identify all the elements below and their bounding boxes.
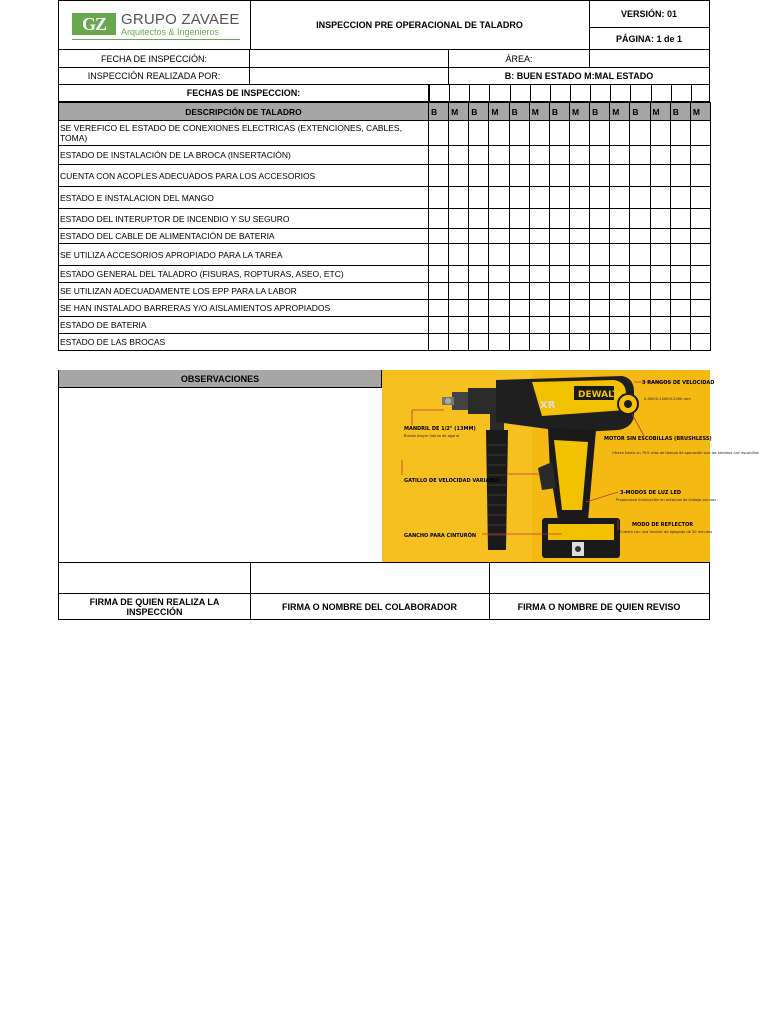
check-malo-cell[interactable] bbox=[650, 300, 670, 317]
check-bueno-cell[interactable] bbox=[549, 283, 569, 300]
signature-block bbox=[58, 562, 710, 620]
row-description: ESTADO DE BATERIA bbox=[59, 317, 429, 334]
check-bueno-cell[interactable] bbox=[590, 300, 610, 317]
description-header: DESCRIPCIÓN DE TALADRO bbox=[59, 103, 429, 121]
callout-motor-desc: Ofrece hasta un 75% más de tiempo de operación que los taladros con escobillas bbox=[612, 451, 759, 455]
row-description: CUENTA CON ACOPLES ADECUADOS PARA LOS ACCESORIOS bbox=[59, 165, 429, 187]
check-malo-cell[interactable] bbox=[489, 229, 509, 244]
signature-reviewer bbox=[489, 563, 709, 619]
date-column-cell[interactable] bbox=[651, 85, 671, 101]
check-malo-cell[interactable] bbox=[569, 300, 589, 317]
table-row bbox=[59, 165, 711, 187]
check-malo-cell[interactable] bbox=[529, 317, 549, 334]
date-column-cell[interactable] bbox=[489, 85, 509, 101]
table-row bbox=[59, 187, 711, 209]
version-label: VERSIÓN: 01 bbox=[589, 1, 709, 28]
check-malo-cell[interactable] bbox=[569, 266, 589, 283]
check-malo-cell[interactable] bbox=[650, 244, 670, 266]
check-bueno-cell[interactable] bbox=[469, 209, 489, 229]
table-row bbox=[59, 244, 711, 266]
check-bueno-cell[interactable] bbox=[469, 187, 489, 209]
table-row bbox=[59, 300, 711, 317]
logo-mark: GZ bbox=[72, 13, 116, 35]
row-description: ESTADO DEL CABLE DE ALIMENTACIÓN DE BATERIA bbox=[59, 229, 429, 244]
check-malo-cell[interactable] bbox=[610, 334, 630, 351]
check-malo-cell[interactable] bbox=[569, 146, 589, 165]
page-label: PÁGINA: 1 de 1 bbox=[615, 33, 682, 44]
callout-mandril-desc: Brinda mayor fuerza de agarre bbox=[404, 434, 460, 438]
check-malo-cell[interactable] bbox=[610, 300, 630, 317]
date-column-cell[interactable] bbox=[429, 85, 449, 101]
check-malo-cell[interactable] bbox=[690, 244, 710, 266]
check-malo-cell[interactable] bbox=[529, 121, 549, 146]
signature-performer-label: FIRMA DE QUIEN REALIZA LA INSPECCIÓN bbox=[89, 596, 220, 617]
check-bueno-cell[interactable] bbox=[549, 121, 569, 146]
check-bueno-cell[interactable] bbox=[469, 317, 489, 334]
check-malo-cell[interactable] bbox=[529, 334, 549, 351]
check-malo-cell[interactable] bbox=[489, 300, 509, 317]
check-bueno-cell[interactable] bbox=[630, 121, 650, 146]
check-malo-cell[interactable] bbox=[690, 317, 710, 334]
signature-reviewer-label: FIRMA O NOMBRE DE QUIEN REVISO bbox=[517, 601, 681, 612]
check-malo-cell[interactable] bbox=[650, 121, 670, 146]
check-malo-cell[interactable] bbox=[650, 317, 670, 334]
check-malo-cell[interactable] bbox=[650, 187, 670, 209]
drill-graphic bbox=[382, 370, 759, 562]
date-column-cell[interactable] bbox=[449, 85, 469, 101]
company-logo bbox=[59, 1, 251, 49]
signature-collaborator bbox=[250, 563, 490, 619]
check-malo-cell[interactable] bbox=[529, 187, 549, 209]
check-bueno-cell[interactable] bbox=[590, 244, 610, 266]
check-bueno-cell[interactable] bbox=[549, 266, 569, 283]
check-malo-cell[interactable] bbox=[650, 209, 670, 229]
col-header-bueno: B bbox=[630, 103, 650, 121]
check-bueno-cell[interactable] bbox=[429, 187, 449, 209]
check-malo-cell[interactable] bbox=[690, 283, 710, 300]
check-malo-cell[interactable] bbox=[610, 209, 630, 229]
check-malo-cell[interactable] bbox=[569, 121, 589, 146]
check-bueno-cell[interactable] bbox=[630, 266, 650, 283]
col-header-malo: M bbox=[610, 103, 630, 121]
check-malo-cell[interactable] bbox=[449, 300, 469, 317]
check-bueno-cell[interactable] bbox=[670, 229, 690, 244]
check-malo-cell[interactable] bbox=[690, 300, 710, 317]
inspector-label: INSPECCIÓN REALIZADA POR: bbox=[59, 68, 250, 84]
check-malo-cell[interactable] bbox=[489, 244, 509, 266]
check-bueno-cell[interactable] bbox=[429, 283, 449, 300]
check-malo-cell[interactable] bbox=[690, 229, 710, 244]
table-row bbox=[59, 317, 711, 334]
check-malo-cell[interactable] bbox=[610, 317, 630, 334]
check-bueno-cell[interactable] bbox=[590, 283, 610, 300]
inspector-row bbox=[58, 68, 710, 85]
table-row bbox=[59, 334, 711, 351]
check-malo-cell[interactable] bbox=[690, 165, 710, 187]
check-bueno-cell[interactable] bbox=[590, 187, 610, 209]
check-malo-cell[interactable] bbox=[690, 266, 710, 283]
battery bbox=[542, 518, 620, 558]
check-bueno-cell[interactable] bbox=[469, 300, 489, 317]
row-description: SE UTILIZA ACCESORIOS APROPIADO PARA LA TAREA bbox=[59, 244, 429, 266]
check-bueno-cell[interactable] bbox=[509, 300, 529, 317]
check-malo-cell[interactable] bbox=[610, 244, 630, 266]
check-bueno-cell[interactable] bbox=[429, 229, 449, 244]
callout-mandril: MANDRIL DE 1/2" (13MM) bbox=[404, 426, 476, 432]
row-description: ESTADO DEL INTERUPTOR DE INCENDIO Y SU SEGURO bbox=[59, 209, 429, 229]
check-bueno-cell[interactable] bbox=[549, 229, 569, 244]
check-bueno-cell[interactable] bbox=[429, 317, 449, 334]
col-header-bueno: B bbox=[590, 103, 610, 121]
check-bueno-cell[interactable] bbox=[630, 334, 650, 351]
check-malo-cell[interactable] bbox=[489, 209, 509, 229]
check-malo-cell[interactable] bbox=[449, 209, 469, 229]
check-malo-cell[interactable] bbox=[529, 165, 549, 187]
callout-reflector-desc: Cuenta con una función de apagado de 20 minutos bbox=[620, 530, 713, 534]
check-malo-cell[interactable] bbox=[610, 121, 630, 146]
check-malo-cell[interactable] bbox=[529, 266, 549, 283]
check-bueno-cell[interactable] bbox=[549, 209, 569, 229]
check-bueno-cell[interactable] bbox=[630, 283, 650, 300]
check-malo-cell[interactable] bbox=[610, 146, 630, 165]
check-bueno-cell[interactable] bbox=[469, 283, 489, 300]
check-bueno-cell[interactable] bbox=[590, 317, 610, 334]
form-header bbox=[58, 0, 710, 50]
date-area-row bbox=[58, 50, 710, 68]
check-bueno-cell[interactable] bbox=[630, 317, 650, 334]
date-column-cell[interactable] bbox=[510, 85, 530, 101]
check-bueno-cell[interactable] bbox=[429, 121, 449, 146]
check-malo-cell[interactable] bbox=[569, 334, 589, 351]
table-row bbox=[59, 283, 711, 300]
check-bueno-cell[interactable] bbox=[509, 283, 529, 300]
check-malo-cell[interactable] bbox=[449, 229, 469, 244]
check-malo-cell[interactable] bbox=[569, 244, 589, 266]
check-bueno-cell[interactable] bbox=[429, 146, 449, 165]
row-description: ESTADO DE INSTALACIÓN DE LA BROCA (INSERTACIÓN) bbox=[59, 146, 429, 165]
date-column-cell[interactable] bbox=[610, 85, 630, 101]
check-malo-cell[interactable] bbox=[650, 165, 670, 187]
checklist-table bbox=[58, 102, 711, 351]
col-header-malo: M bbox=[449, 103, 469, 121]
check-malo-cell[interactable] bbox=[650, 229, 670, 244]
callout-gatillo: GATILLO DE VELOCIDAD VARIABLE bbox=[404, 478, 500, 484]
date-column-cell[interactable] bbox=[530, 85, 550, 101]
check-malo-cell[interactable] bbox=[690, 334, 710, 351]
row-description: ESTADO E INSTALACION DEL MANGO bbox=[59, 187, 429, 209]
callout-led: 3-MODOS DE LUZ LED bbox=[620, 490, 682, 496]
check-malo-cell[interactable] bbox=[610, 266, 630, 283]
dates-label: FECHAS DE INSPECCION: bbox=[59, 85, 429, 101]
date-column-cell[interactable] bbox=[570, 85, 590, 101]
check-bueno-cell[interactable] bbox=[429, 209, 449, 229]
check-malo-cell[interactable] bbox=[569, 187, 589, 209]
check-malo-cell[interactable] bbox=[569, 229, 589, 244]
callout-motor: MOTOR SIN ESCOBILLAS (BRUSHLESS) bbox=[604, 436, 712, 442]
row-description: SE HAN INSTALADO BARRERAS Y/O AISLAMIENTOS APROPIADOS bbox=[59, 300, 429, 317]
signature-reviewer-field[interactable] bbox=[489, 563, 709, 594]
check-malo-cell[interactable] bbox=[529, 209, 549, 229]
brand-label: DEWALT bbox=[578, 390, 619, 400]
check-bueno-cell[interactable] bbox=[429, 244, 449, 266]
check-malo-cell[interactable] bbox=[449, 317, 469, 334]
date-field[interactable] bbox=[250, 50, 449, 67]
col-header-bueno: B bbox=[670, 103, 690, 121]
col-header-bueno: B bbox=[429, 103, 449, 121]
check-bueno-cell[interactable] bbox=[509, 121, 529, 146]
col-header-malo: M bbox=[529, 103, 549, 121]
check-malo-cell[interactable] bbox=[489, 334, 509, 351]
check-malo-cell[interactable] bbox=[449, 146, 469, 165]
check-bueno-cell[interactable] bbox=[630, 300, 650, 317]
row-description: ESTADO GENERAL DEL TALADRO (FISURAS, ROPTURAS, ASEO, ETC) bbox=[59, 266, 429, 283]
check-bueno-cell[interactable] bbox=[469, 165, 489, 187]
callout-reflector: MODO DE REFLECTOR bbox=[632, 522, 694, 528]
check-malo-cell[interactable] bbox=[449, 187, 469, 209]
check-bueno-cell[interactable] bbox=[469, 266, 489, 283]
check-bueno-cell[interactable] bbox=[509, 266, 529, 283]
check-bueno-cell[interactable] bbox=[549, 146, 569, 165]
check-bueno-cell[interactable] bbox=[509, 229, 529, 244]
check-bueno-cell[interactable] bbox=[630, 209, 650, 229]
check-malo-cell[interactable] bbox=[569, 209, 589, 229]
check-malo-cell[interactable] bbox=[690, 187, 710, 209]
observations-field[interactable] bbox=[58, 388, 382, 562]
check-malo-cell[interactable] bbox=[449, 283, 469, 300]
check-bueno-cell[interactable] bbox=[549, 300, 569, 317]
check-malo-cell[interactable] bbox=[569, 283, 589, 300]
col-header-malo: M bbox=[489, 103, 509, 121]
row-description: SE VEREFICO EL ESTADO DE CONEXIONES ELECTRICAS (EXTENCIONES, CABLES, TOMA) bbox=[59, 121, 429, 146]
check-bueno-cell[interactable] bbox=[469, 146, 489, 165]
col-header-bueno: B bbox=[509, 103, 529, 121]
check-bueno-cell[interactable] bbox=[590, 209, 610, 229]
check-malo-cell[interactable] bbox=[610, 165, 630, 187]
check-malo-cell[interactable] bbox=[529, 146, 549, 165]
check-bueno-cell[interactable] bbox=[670, 244, 690, 266]
model-label: XR bbox=[540, 400, 556, 411]
check-malo-cell[interactable] bbox=[529, 300, 549, 317]
check-bueno-cell[interactable] bbox=[509, 244, 529, 266]
check-malo-cell[interactable] bbox=[489, 266, 509, 283]
logo-underline bbox=[72, 39, 240, 40]
check-bueno-cell[interactable] bbox=[670, 334, 690, 351]
table-row bbox=[59, 209, 711, 229]
check-bueno-cell[interactable] bbox=[509, 165, 529, 187]
check-bueno-cell[interactable] bbox=[429, 165, 449, 187]
check-bueno-cell[interactable] bbox=[469, 121, 489, 146]
check-malo-cell[interactable] bbox=[529, 283, 549, 300]
check-bueno-cell[interactable] bbox=[549, 187, 569, 209]
check-bueno-cell[interactable] bbox=[549, 165, 569, 187]
check-bueno-cell[interactable] bbox=[590, 121, 610, 146]
check-bueno-cell[interactable] bbox=[630, 244, 650, 266]
check-bueno-cell[interactable] bbox=[429, 300, 449, 317]
signature-collaborator-field[interactable] bbox=[250, 563, 489, 594]
check-malo-cell[interactable] bbox=[449, 266, 469, 283]
callout-rangos: 3 RANGOS DE VELOCIDAD bbox=[642, 380, 715, 386]
check-bueno-cell[interactable] bbox=[509, 317, 529, 334]
check-bueno-cell[interactable] bbox=[469, 244, 489, 266]
check-bueno-cell[interactable] bbox=[670, 283, 690, 300]
row-description: SE UTILIZAN ADECUADAMENTE LOS EPP PARA LA LABOR bbox=[59, 283, 429, 300]
check-malo-cell[interactable] bbox=[489, 146, 509, 165]
checklist-header-row bbox=[59, 103, 711, 121]
check-bueno-cell[interactable] bbox=[469, 229, 489, 244]
check-malo-cell[interactable] bbox=[489, 317, 509, 334]
check-malo-cell[interactable] bbox=[690, 209, 710, 229]
check-bueno-cell[interactable] bbox=[670, 165, 690, 187]
signature-performer bbox=[59, 563, 251, 619]
signature-collaborator-label: FIRMA O NOMBRE DEL COLABORADOR bbox=[282, 601, 457, 612]
check-malo-cell[interactable] bbox=[449, 244, 469, 266]
row-description: ESTADO DE LAS BROCAS bbox=[59, 334, 429, 351]
check-malo-cell[interactable] bbox=[690, 146, 710, 165]
check-bueno-cell[interactable] bbox=[590, 165, 610, 187]
check-bueno-cell[interactable] bbox=[670, 300, 690, 317]
observations-header: OBSERVACIONES bbox=[58, 370, 382, 388]
dates-row bbox=[58, 85, 710, 102]
date-column-cell[interactable] bbox=[691, 85, 711, 101]
check-bueno-cell[interactable] bbox=[630, 165, 650, 187]
check-malo-cell[interactable] bbox=[449, 334, 469, 351]
check-bueno-cell[interactable] bbox=[670, 121, 690, 146]
check-malo-cell[interactable] bbox=[650, 266, 670, 283]
check-bueno-cell[interactable] bbox=[630, 229, 650, 244]
check-malo-cell[interactable] bbox=[569, 317, 589, 334]
check-bueno-cell[interactable] bbox=[509, 334, 529, 351]
check-bueno-cell[interactable] bbox=[590, 334, 610, 351]
date-column-cell[interactable] bbox=[469, 85, 489, 101]
check-malo-cell[interactable] bbox=[610, 229, 630, 244]
callout-gancho: GANCHO PARA CINTURÓN bbox=[404, 533, 477, 539]
table-row bbox=[59, 121, 711, 146]
date-label: FECHA DE INSPECCIÓN: bbox=[59, 50, 250, 67]
col-header-malo: M bbox=[690, 103, 710, 121]
check-bueno-cell[interactable] bbox=[670, 187, 690, 209]
area-field[interactable] bbox=[589, 50, 709, 67]
check-bueno-cell[interactable] bbox=[590, 146, 610, 165]
check-bueno-cell[interactable] bbox=[549, 244, 569, 266]
check-bueno-cell[interactable] bbox=[590, 229, 610, 244]
check-malo-cell[interactable] bbox=[529, 244, 549, 266]
check-malo-cell[interactable] bbox=[610, 187, 630, 209]
check-bueno-cell[interactable] bbox=[549, 317, 569, 334]
table-row bbox=[59, 229, 711, 244]
inspector-field[interactable] bbox=[250, 68, 449, 84]
company-subtitle: Arquitectos & Ingenieros bbox=[121, 27, 220, 37]
table-row bbox=[59, 146, 711, 165]
col-header-malo: M bbox=[569, 103, 589, 121]
col-header-bueno: B bbox=[469, 103, 489, 121]
check-malo-cell[interactable] bbox=[449, 165, 469, 187]
check-bueno-cell[interactable] bbox=[549, 334, 569, 351]
area-label: ÁREA: bbox=[505, 53, 533, 64]
signature-performer-field[interactable] bbox=[59, 563, 250, 594]
table-row bbox=[59, 266, 711, 283]
date-column-cell[interactable] bbox=[590, 85, 610, 101]
company-name: GRUPO ZAVAEE bbox=[121, 11, 240, 28]
check-bueno-cell[interactable] bbox=[590, 266, 610, 283]
col-header-bueno: B bbox=[549, 103, 569, 121]
check-bueno-cell[interactable] bbox=[429, 266, 449, 283]
check-malo-cell[interactable] bbox=[650, 283, 670, 300]
callout-rangos-desc: 0-450/0-1300/0-2000 rpm bbox=[644, 397, 691, 401]
check-bueno-cell[interactable] bbox=[509, 146, 529, 165]
callout-led-desc: Proporciona iluminación en entornos de trabajo oscuros bbox=[616, 498, 717, 502]
check-malo-cell[interactable] bbox=[489, 121, 509, 146]
check-bueno-cell[interactable] bbox=[670, 146, 690, 165]
check-bueno-cell[interactable] bbox=[630, 187, 650, 209]
col-header-malo: M bbox=[650, 103, 670, 121]
date-column-cell[interactable] bbox=[630, 85, 650, 101]
check-malo-cell[interactable] bbox=[610, 283, 630, 300]
check-bueno-cell[interactable] bbox=[630, 146, 650, 165]
check-bueno-cell[interactable] bbox=[469, 334, 489, 351]
form-title: INSPECCION PRE OPERACIONAL DE TALADRO bbox=[250, 1, 590, 49]
check-bueno-cell[interactable] bbox=[509, 187, 529, 209]
check-bueno-cell[interactable] bbox=[670, 266, 690, 283]
check-malo-cell[interactable] bbox=[489, 283, 509, 300]
check-malo-cell[interactable] bbox=[489, 165, 509, 187]
check-malo-cell[interactable] bbox=[449, 121, 469, 146]
date-column-cell[interactable] bbox=[550, 85, 570, 101]
check-malo-cell[interactable] bbox=[529, 229, 549, 244]
date-column-cell[interactable] bbox=[671, 85, 691, 101]
check-malo-cell[interactable] bbox=[650, 146, 670, 165]
check-bueno-cell[interactable] bbox=[670, 209, 690, 229]
status-legend: B: BUEN ESTADO M:MAL ESTADO bbox=[504, 71, 654, 81]
check-malo-cell[interactable] bbox=[650, 334, 670, 351]
check-malo-cell[interactable] bbox=[690, 121, 710, 146]
check-malo-cell[interactable] bbox=[489, 187, 509, 209]
drill-illustration bbox=[382, 370, 759, 562]
check-bueno-cell[interactable] bbox=[509, 209, 529, 229]
check-bueno-cell[interactable] bbox=[670, 317, 690, 334]
check-malo-cell[interactable] bbox=[569, 165, 589, 187]
check-bueno-cell[interactable] bbox=[429, 334, 449, 351]
